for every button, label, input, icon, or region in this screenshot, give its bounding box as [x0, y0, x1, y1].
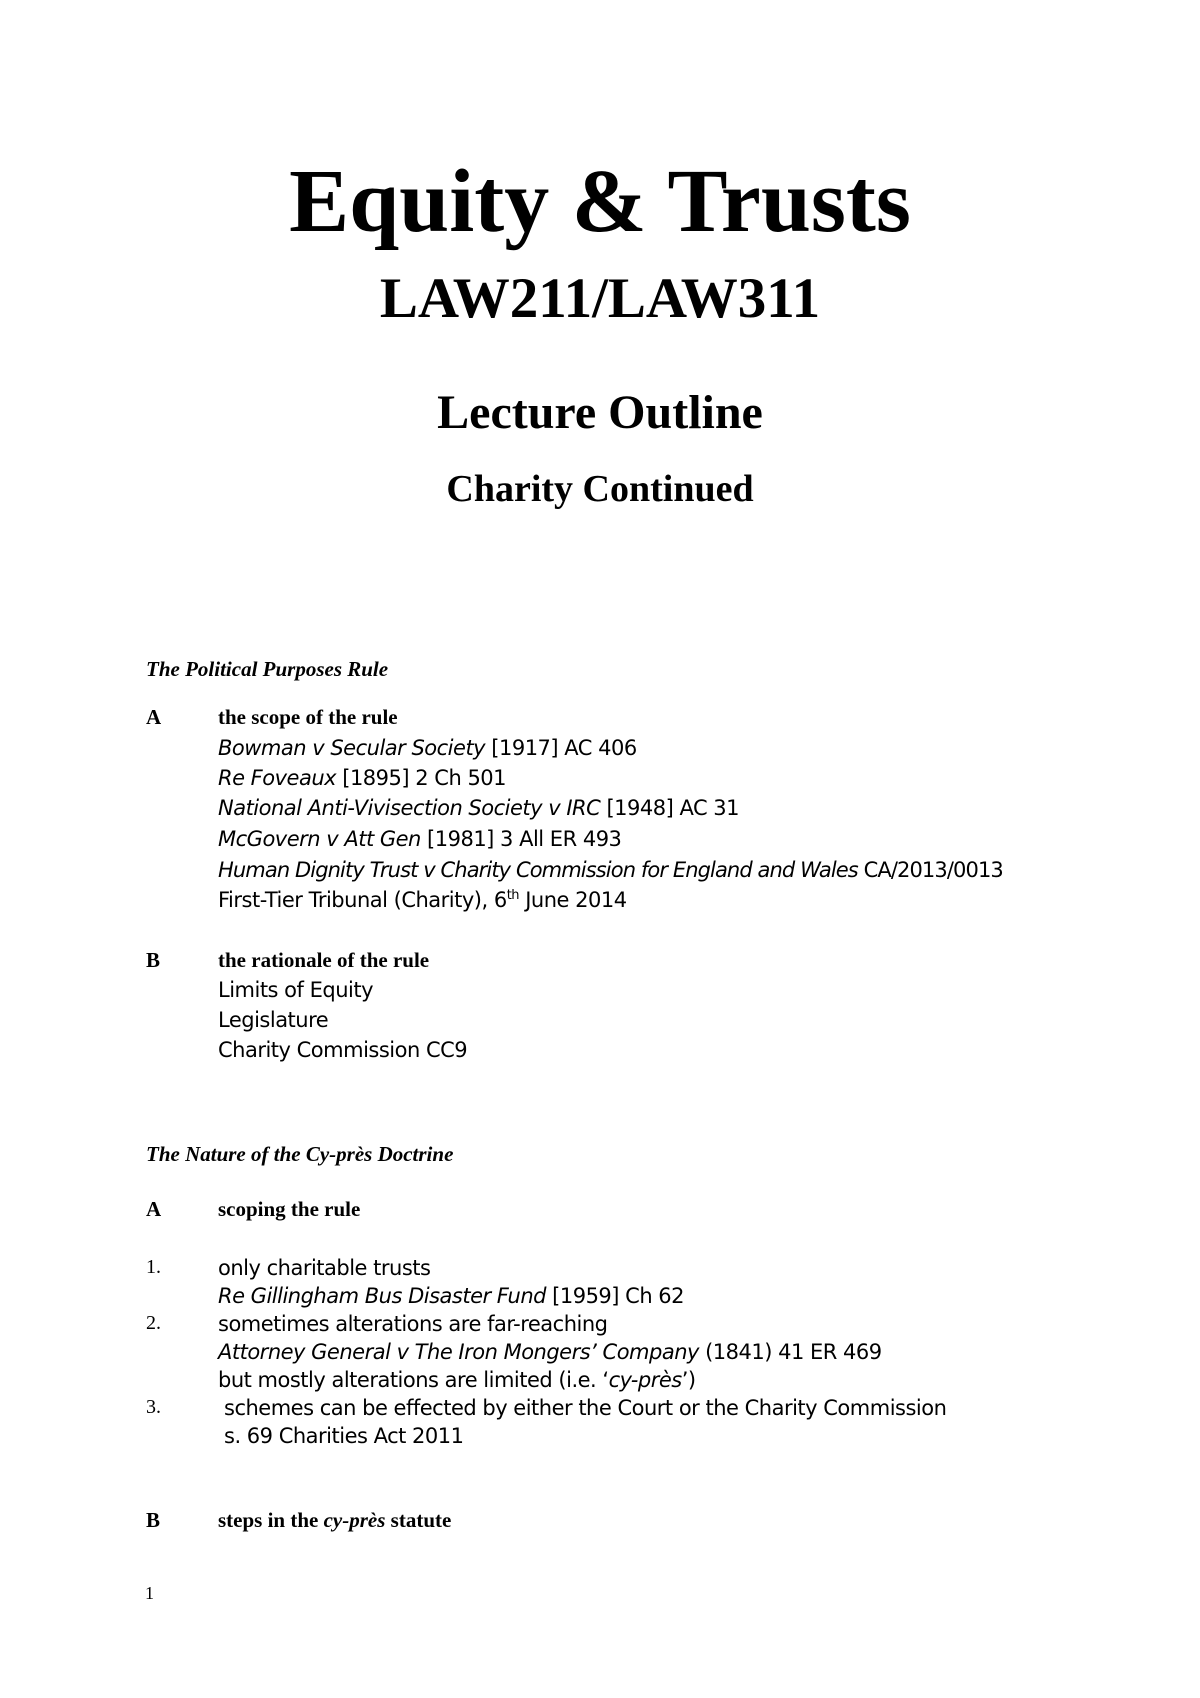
section-heading-cy-pres: The Nature of the Cy-près Doctrine — [146, 1142, 454, 1166]
list-item: only charitable trusts — [218, 1256, 431, 1280]
section-a-title: scoping the rule — [218, 1197, 361, 1221]
list-item: Limits of Equity — [218, 978, 373, 1002]
list-item: sometimes alterations are far-reaching — [218, 1312, 608, 1336]
document-title: Equity & Trusts — [289, 152, 911, 251]
course-code: LAW211/LAW311 — [379, 267, 821, 330]
list-item: but mostly alterations are limited (i.e. ‘cy-près’) — [218, 1368, 696, 1392]
section-a-letter: A — [146, 1197, 162, 1221]
section-b-title: the rationale of the rule — [218, 948, 430, 972]
section-b-letter: B — [146, 1508, 161, 1532]
list-item: Charity Commission CC9 — [218, 1038, 468, 1062]
tribunal-line: First-Tier Tribunal (Charity), 6th June 2014 — [218, 888, 627, 912]
case-citation: Bowman v Secular Society [1917] AC 406 — [218, 736, 637, 760]
case-citation: Re Gillingham Bus Disaster Fund [1959] Ch 62 — [218, 1284, 685, 1308]
statute-reference: s. 69 Charities Act 2011 — [224, 1424, 464, 1448]
list-item: schemes can be effected by either the Court or the Charity Commission — [224, 1396, 947, 1420]
case-citation: Human Dignity Trust v Charity Commission for England and Wales CA/2013/0013 — [218, 858, 1003, 882]
topic-title: Charity Continued — [446, 468, 754, 510]
page-number: 1 — [145, 1583, 154, 1603]
section-heading-political-purposes: The Political Purposes Rule — [146, 657, 389, 681]
section-a-letter: A — [146, 705, 162, 729]
section-a-title: the scope of the rule — [218, 705, 398, 729]
item-number: 3. — [146, 1396, 161, 1418]
item-number: 1. — [146, 1256, 161, 1278]
list-item: Legislature — [218, 1008, 329, 1032]
document-subtitle: Lecture Outline — [437, 386, 763, 439]
case-citation: Attorney General v The Iron Mongers’ Company (1841) 41 ER 469 — [218, 1340, 882, 1364]
section-b-letter: B — [146, 948, 161, 972]
item-number: 2. — [146, 1312, 161, 1334]
case-citation: National Anti-Vivisection Society v IRC [1948] AC 31 — [218, 796, 740, 820]
section-b-title: steps in the cy-près statute — [218, 1508, 452, 1532]
case-citation: McGovern v Att Gen [1981] 3 All ER 493 — [218, 827, 622, 851]
case-citation: Re Foveaux [1895] 2 Ch 501 — [218, 766, 507, 790]
